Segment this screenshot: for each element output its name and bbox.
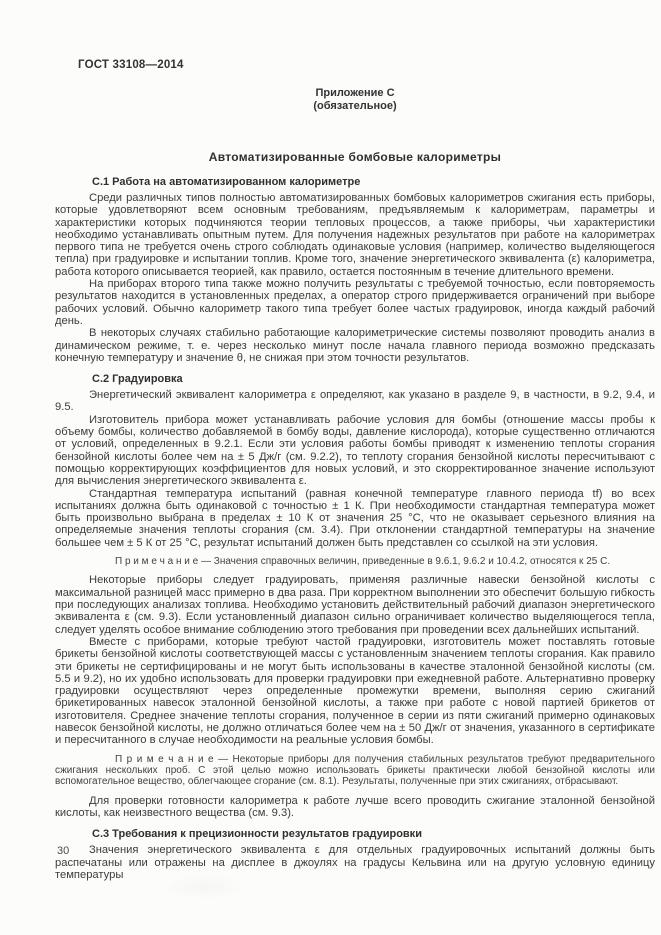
paragraph: Изготовитель прибора может устанавливать рабочие условия для бомбы (отношение массы пробы к объему бомбы, количество добавляемой в бомбу воды, давление кислорода), которые существенно отличаются от условий, определенных в 9.2.1. Если эти условия работы бомбы приводят к изменению теплоты сгорания бензойной кислоты более чем на ± 5 Дж/г (см. 9.2.2), то теплоту сгорания бензойной кислоты пересчитывают с помощью корректирующих коэффициентов для новых условий, и это скорректированное значение используют для вычисления энергетического эквивалента ε. (55, 413, 655, 488)
paragraph: Вместе с приборами, которые требуют частой градуировки, изготовитель может поставлять готовые брикеты бензойной кислоты соответствующей массы с установленным значением теплоты сгорания. Как правило эти брикеты не сертифицированы и не могут быть использованы в качестве эталонной бензойной кислоты (см. 5.5 и 9.2), но их удобно использовать для проверки градуировки при ежедневной работе. Альтернативно проверку градуировки осуществляют через определенные промежутки времени, выполняя серию сжиганий брикетированных навесок эталонной бензойной кислоты, а также при работе с новой партией брикетов от изготовителя. Среднее значение теплоты сгорания, полученное в серии из пяти сжиганий примерно одинаковых навесок бензойной кислоты, не должно отличаться более чем на ± 50 Дж/г от значения, указанного в сертификате и пересчитанного в случае необходимости на реальные условия бомбы. (55, 635, 655, 747)
annex-subtitle: (обязательное) (313, 99, 397, 112)
paragraph: В некоторых случаях стабильно работающие калориметрические системы позволяют проводить анализ в динамическом режиме, т. е. через несколько минут после начала главного периода возможно предсказать конечную температуру и значение θ, не снижая при этом точности результатов. (55, 327, 655, 364)
section-heading-c3: С.3 Требования к прецизионности результатов градуировки (92, 828, 422, 841)
document-body (55, 176, 655, 881)
document-title: Автоматизированные бомбовые калориметры (208, 150, 502, 164)
paragraph: Стандартная температура испытаний (равная конечной температуре главного периода tf) во всех испытаниях должна быть одинаковой с точностью ± 1 К. При необходимости стандартная температура может быть произвольно выбрана в пределах ± 10 К от значения 25 °С, что не оказывает серьезного влияния на определяемые значения теплоты сгорания (см. 3.4). При отклонении стандартной температуры на значение большее чем ± 5 К от 25 °С, результат испытаний должен быть представлен со ссылкой на эти условия. (55, 487, 655, 549)
paragraph: Значения энергетического эквивалента ε для отдельных градуировочных испытаний должны быть распечатаны или отражены на дисплее в джоулях на градусы Кельвина или на другую условную единицу температуры (55, 844, 655, 881)
section-heading-c2: С.2 Градуировка (92, 373, 183, 386)
page-number: 30 (57, 845, 70, 857)
paragraph: Среди различных типов полностью автоматизированных бомбовых калориметров сжигания есть приборы, которые удовлетворяют всем основным требованиям, предъявляемым к калориметрам, параметры и характеристики которых подчиняются теории тепловых процессов, а также приборы, чьи характеристики необходимо устанавливать опытным путем. Для получения надежных результатов при работе на калориметрах первого типа не требуется очень строго соблюдать одинаковые условия (например, количество выделяющегося тепла) при градуировке и испытании топлив. Кроме того, значение энергетического эквивалента (ε) калориметра, работа которого описывается теорией, как правило, остается постоянным в течение длительного времени. (55, 192, 655, 278)
annex-block (55, 87, 655, 112)
paragraph: Некоторые приборы следует градуировать, применяя различные навески бензойной кислоты с максимальной разницей масс примерно в два раза. При корректном выполнении это обеспечит большую гибкость при последующих анализах топлива. Необходимо установить действительный рабочий диапазон энергетического эквивалента ε (см. 9.3). Если установленный диапазон сильно ограничивает количество выделяющегося тепла, следует уделять особое внимание соблюдению этого требования при проведении всех дальнейших испытаний. (55, 574, 655, 636)
running-header: ГОСТ 33108—2014 (78, 59, 184, 71)
note: П р и м е ч а н и е — Некоторые приборы для получения стабильных результатов требуют предварительного сжигания нескольких проб. С этой целью можно использовать брикеты практически любой бензойной кислоты или вспомогательное вещество, облегчающее сгорание (см. 8.1). Результаты, полученные при этих сжиганиях, отбрасывают. (55, 753, 655, 788)
paragraph: Энергетический эквивалент калориметра ε определяют, как указано в разделе 9, в частности, в 9.2, 9.4, и 9.5. (55, 389, 655, 414)
paragraph: На приборах второго типа также можно получить результаты с требуемой точностью, если повторяемость результатов находится в установленных пределах, а оператор строго придерживается ограничений при выборе рабочих условий. Обычно калориметр такого типа требует более частых градуировок, иногда каждый рабочий день. (55, 278, 655, 327)
paragraph: Для проверки готовности калориметра к работе лучше всего проводить сжигание эталонной бензойной кислоты, как неизвестного вещества (см. 9.3). (55, 794, 655, 820)
section-heading-c1: С.1 Работа на автоматизированном калориметре (92, 176, 361, 188)
note: П р и м е ч а н и е — Значения справочных величин, приведенные в 9.6.1, 9.6.2 и 10.4.2, относятся к 25 С. (115, 556, 611, 568)
annex-label: Приложение С (315, 87, 395, 99)
